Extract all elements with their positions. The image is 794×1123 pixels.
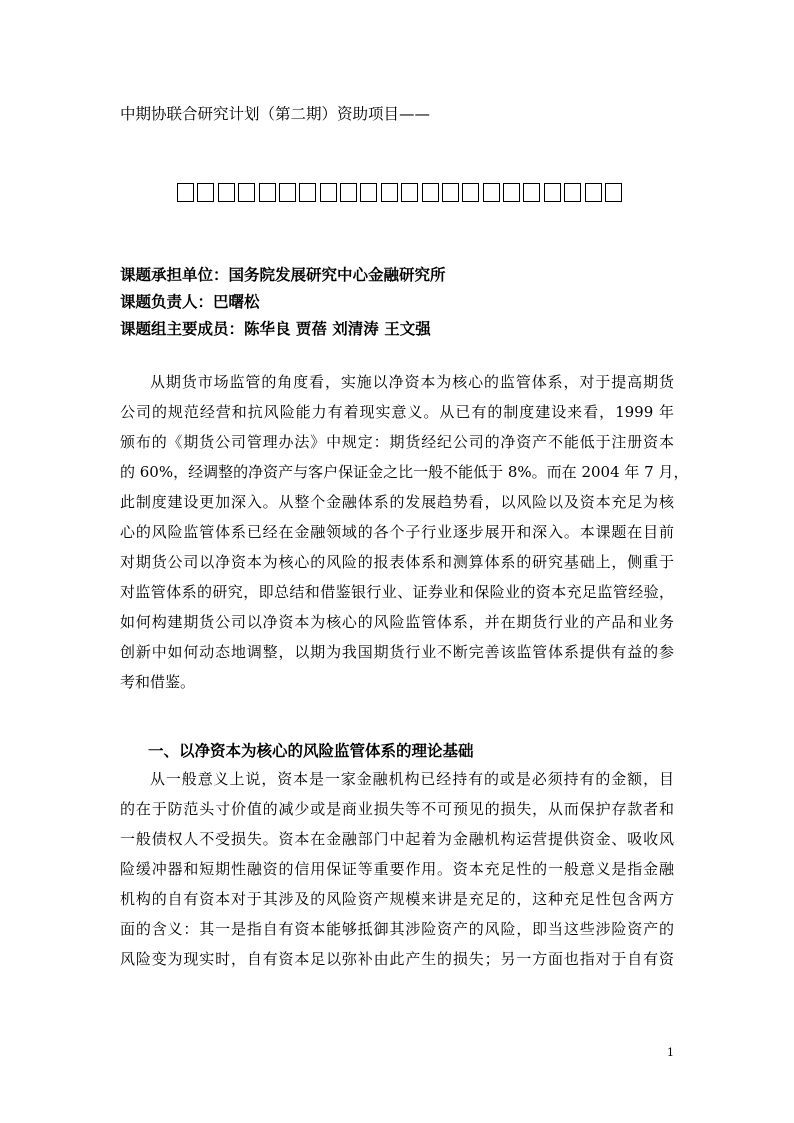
title-placeholder-box bbox=[564, 183, 581, 202]
title-placeholder-box bbox=[462, 183, 479, 202]
theory-line: 从一般意义上说，资本是一家金融机构已经持有的或是必须持有的金额，目 bbox=[150, 770, 674, 788]
title-placeholder-box bbox=[340, 183, 357, 202]
intro-line: 公司的规范经营和抗风险能力有着现实意义。从已有的制度建设来看，1999 年 bbox=[120, 403, 674, 421]
title-placeholder-box bbox=[605, 183, 622, 202]
theory-line: 面的含义：其一是指自有资本能够抵御其涉险资产的风险，即当这些涉险资产的 bbox=[120, 920, 674, 938]
title-placeholder-box bbox=[299, 183, 316, 202]
meta-members: 课题组主要成员：陈华良 贾蓓 刘清涛 王文强 bbox=[120, 320, 431, 338]
intro-line: 心的风险监管体系已经在金融领域的各个子行业逐步展开和深入。本课题在目前 bbox=[120, 523, 674, 541]
intro-line: 创新中如何动态地调整，以期为我国期货行业不断完善该监管体系提供有益的参 bbox=[120, 643, 674, 661]
intro-line: 颁布的《期货公司管理办法》中规定：期货经纪公司的净资产不能低于注册资本 bbox=[120, 433, 674, 451]
meta-leader: 课题负责人：巴曙松 bbox=[120, 293, 260, 311]
intro-line: 此制度建设更加深入。从整个金融体系的发展趋势看，以风险以及资本充足为核 bbox=[120, 493, 674, 511]
project-meta bbox=[120, 262, 446, 343]
title-placeholder-box bbox=[197, 183, 214, 202]
title-placeholder-box bbox=[381, 183, 398, 202]
theory-line: 风险变为现实时，自有资本足以弥补由此产生的损失；另一方面也指对于自有资 bbox=[120, 950, 674, 968]
title-placeholder-box bbox=[279, 183, 296, 202]
title-placeholder-box bbox=[177, 183, 194, 202]
program-line: 中期协联合研究计划（第二期）资助项目—— bbox=[120, 105, 431, 123]
title-placeholder-box bbox=[585, 183, 602, 202]
title-placeholder-box bbox=[360, 183, 377, 202]
intro-line: 如何构建期货公司以净资本为核心的风险监管体系，并在期货行业的产品和业务 bbox=[120, 613, 674, 631]
paragraph-intro bbox=[120, 367, 689, 697]
theory-line: 机构的自有资本对于其涉及的风险资产规模来讲是充足的，这种充足性包含两方 bbox=[120, 890, 674, 908]
title-placeholder-box bbox=[422, 183, 439, 202]
intro-line: 的 60%，经调整的净资产与客户保证金之比一般不能低于 8%。而在 2004 年 7 月， bbox=[120, 463, 689, 481]
meta-unit: 课题承担单位：国务院发展研究中心金融研究所 bbox=[120, 266, 446, 284]
section-heading-1: 一、以净资本为核心的风险监管体系的理论基础 bbox=[148, 742, 474, 760]
intro-line: 从期货市场监管的角度看，实施以净资本为核心的监管体系，对于提高期货 bbox=[150, 373, 674, 391]
intro-line: 对监管体系的研究，即总结和借鉴银行业、证券业和保险业的资本充足监管经验， bbox=[120, 583, 674, 601]
title-placeholder-box bbox=[544, 183, 561, 202]
title-placeholder-box bbox=[442, 183, 459, 202]
theory-line: 一般债权人不受损失。资本在金融部门中起着为金融机构运营提供资金、吸收风 bbox=[120, 830, 674, 848]
title-placeholder-box bbox=[523, 183, 540, 202]
title-placeholder-box bbox=[483, 183, 500, 202]
title-placeholder-row bbox=[177, 181, 622, 203]
title-placeholder-box bbox=[218, 183, 235, 202]
intro-line: 考和借鉴。 bbox=[120, 673, 196, 691]
theory-line: 的在于防范头寸价值的减少或是商业损失等不可预见的损失，从而保护存款者和 bbox=[120, 800, 674, 818]
title-placeholder-box bbox=[401, 183, 418, 202]
title-placeholder-box bbox=[320, 183, 337, 202]
theory-line: 险缓冲器和短期性融资的信用保证等重要作用。资本充足性的一般意义是指金融 bbox=[120, 860, 674, 878]
title-placeholder-box bbox=[259, 183, 276, 202]
paragraph-theory bbox=[120, 764, 674, 974]
title-placeholder-box bbox=[503, 183, 520, 202]
title-placeholder-box bbox=[238, 183, 255, 202]
intro-line: 对期货公司以净资本为核心的风险的报表体系和测算体系的研究基础上，侧重于 bbox=[120, 553, 674, 571]
page-number: 1 bbox=[667, 1046, 674, 1059]
